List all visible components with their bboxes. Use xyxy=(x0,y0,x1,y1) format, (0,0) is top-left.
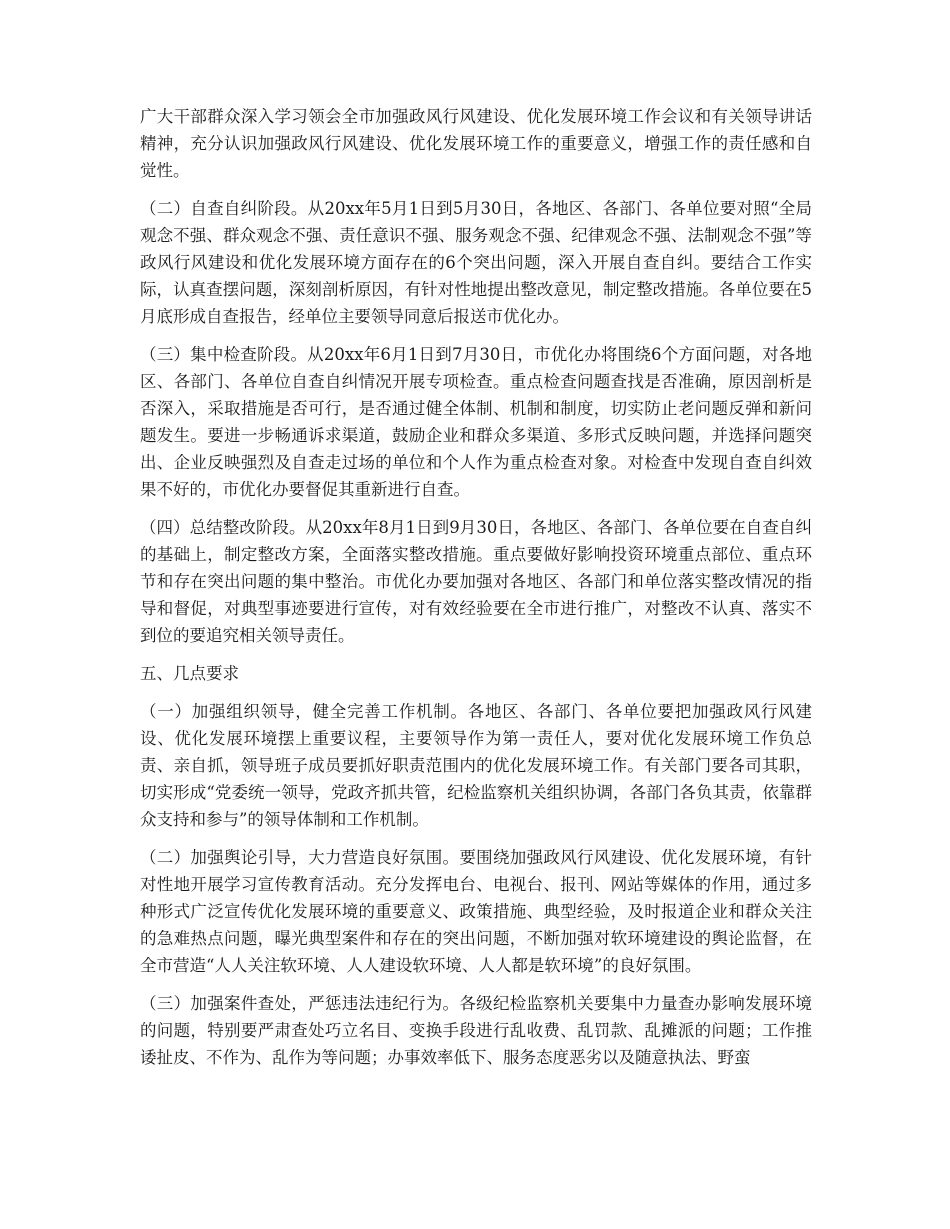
paragraph-public-opinion-guidance: （二）加强舆论引导，大力营造良好氛围。要围绕加强政风行风建设、优化发展环境，有针对性地开展学习宣传教育活动。充分发挥电台、电视台、报刊、网站等媒体的作用，通过多种形式广泛宣传优化发展环境的重要意义、政策措施、典型经验，及时报道企业和群众关注的急难热点问题，曝光典型案件和存在的突出问题，不断加强对软环境建设的舆论监督，在全市营造“人人关注软环境、人人建设软环境、人人都是软环境”的良好氛围。 xyxy=(140,848,812,975)
paragraph-intro-continuation: 广大干部群众深入学习领会全市加强政风行风建设、优化发展环境工作会议和有关领导讲话精神，充分认识加强政风行风建设、优化发展环境工作的重要意义，增强工作的责任感和自觉性。 xyxy=(140,107,812,180)
paragraph-organizational-leadership: （一）加强组织领导，健全完善工作机制。各地区、各部门、各单位要把加强政风行风建设、优化发展环境摆上重要议程，主要领导作为第一责任人，要对优化发展环境工作负总责、亲自抓，领导班子成员要抓好职责范围内的优化发展环境工作。有关部门要各司其职，切实形成“党委统一领导，党政齐抓共管，纪检监察机关组织协调，各部门各负其责，依靠群众支持和参与”的领导体制和工作机制。 xyxy=(140,702,812,829)
paragraph-centralized-inspection-stage: （三）集中检查阶段。从20xx年6月1日到7月30日，市优化办将围绕6个方面问题，对各地区、各部门、各单位自查自纠情况开展专项检查。重点检查问题查找是否准确，原因剖析是否深入，采取措施是否可行，是否通过健全体制、机制和制度，切实防止老问题反弹和新问题发生。要进一步畅通诉求渠道，鼓励企业和群众多渠道、多形式反映问题，并选择问题突出、企业反映强烈及自查走过场的单位和个人作为重点检查对象。对检查中发现自查自纠效果不好的，市优化办要督促其重新进行自查。 xyxy=(140,345,812,499)
paragraph-summary-rectification-stage: （四）总结整改阶段。从20xx年8月1日到9月30日，各地区、各部门、各单位要在自查自纠的基础上，制定整改方案，全面落实整改措施。重点要做好影响投资环境重点部位、重点环节和存在突出问题的集中整治。市优化办要加强对各地区、各部门和单位落实整改情况的指导和督促，对典型事迹要进行宣传，对有效经验要在全市进行推广，对整改不认真、落实不到位的要追究相关领导责任。 xyxy=(140,518,812,645)
document-page xyxy=(140,103,812,1082)
paragraph-case-investigation: （三）加强案件查处，严惩违法违纪行为。各级纪检监察机关要集中力量查办影响发展环境的问题，特别要严肃查处巧立名目、变换手段进行乱收费、乱罚款、乱摊派的问题；工作推诿扯皮、不作为、乱作为等问题；办事效率低下、服务态度恶劣以及随意执法、野蛮 xyxy=(140,994,812,1067)
paragraph-self-inspection-stage: （二）自查自纠阶段。从20xx年5月1日到5月30日，各地区、各部门、各单位要对照“全局观念不强、群众观念不强、责任意识不强、服务观念不强、纪律观念不强、法制观念不强”等政风行风建设和优化发展环境方面存在的6个突出问题，深入开展自查自纠。要结合工作实际，认真查摆问题，深刻剖析原因，有针对性地提出整改意见，制定整改措施。各单位要在5月底形成自查报告，经单位主要领导同意后报送市优化办。 xyxy=(140,199,812,326)
section-heading-requirements: 五、几点要求 xyxy=(140,664,239,683)
